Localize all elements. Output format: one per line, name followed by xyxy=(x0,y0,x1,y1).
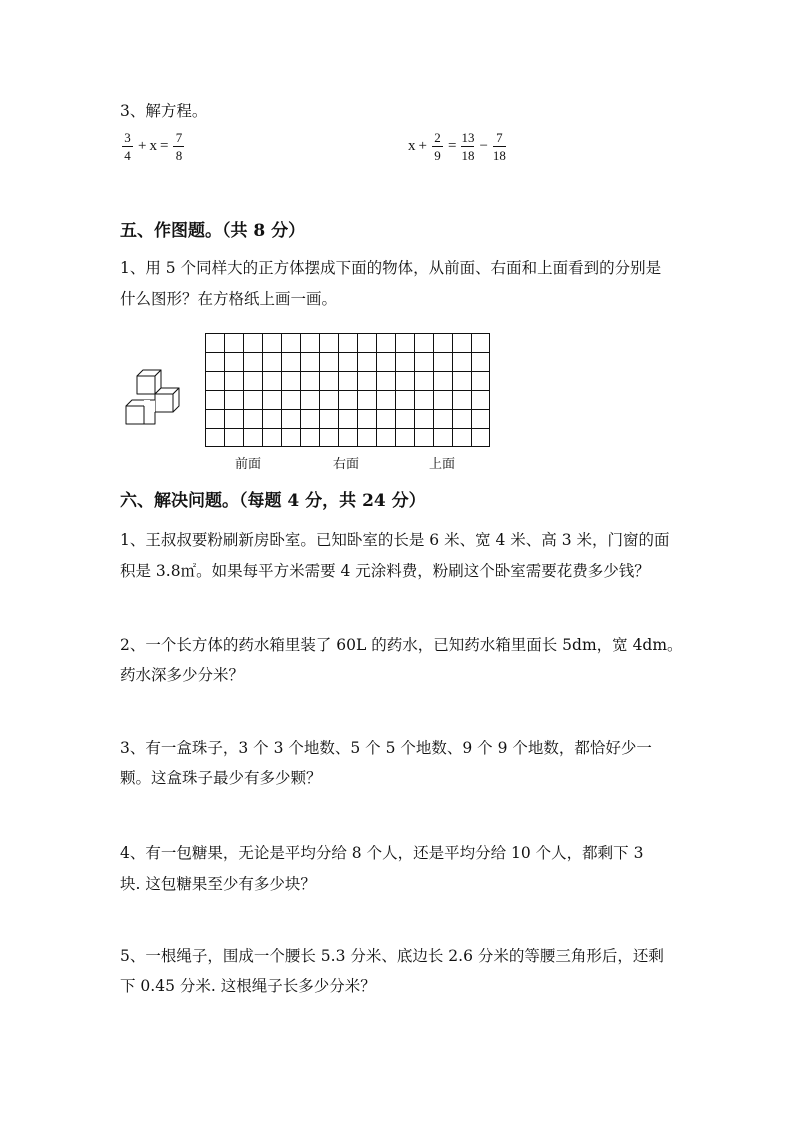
fraction-7-18: $\frac{7}{18}$ xyxy=(492,130,506,163)
fraction-3-4: $\frac{3}{4}$ xyxy=(122,130,133,163)
problem-4-line2: 块. 这包糖果至少有多少块？ xyxy=(120,875,316,893)
problem-4-line1: 4、有一包糖果，无论是平均分给 8 个人，还是平均分给 10 个人，都剩下 3 xyxy=(120,844,644,862)
grid-paper[interactable] xyxy=(205,333,490,447)
section-5-heading: 五、作图题。（共 8 分） xyxy=(120,221,306,241)
problem-1-line1: 1、王叔叔要粉刷新房卧室。已知卧室的长是 6 米、宽 4 米、高 3 米，门窗的面 xyxy=(120,531,670,549)
problem-5-line2: 下 0.45 分米. 这根绳子长多少分米？ xyxy=(120,977,376,995)
equation-1: $\frac{3}{4}$ + x = $\frac{7}{8}$ xyxy=(120,130,186,163)
fraction-2-9: $\frac{2}{9}$ xyxy=(432,130,443,163)
problem-5-line1: 5、一根绳子，围成一个腰长 5.3 分米、底边长 2.6 分米的等腰三角形后，还剩 xyxy=(120,947,664,965)
section-6-heading: 六、解决问题。（每题 4 分，共 24 分） xyxy=(120,491,426,511)
problem-3-line2: 颗。这盒珠子最少有多少颗？ xyxy=(120,769,322,787)
problem-2-line1: 2、一个长方体的药水箱里装了 60L 的药水，已知药水箱里面长 5dm，宽 4dm。 xyxy=(120,636,683,654)
section-5-q1-line2: 什么图形？在方格纸上画一画。 xyxy=(120,290,338,308)
label-right: 右面 xyxy=(333,456,360,471)
fraction-13-18: $\frac{13}{18}$ xyxy=(461,130,475,163)
q3-title: 3、解方程。 xyxy=(120,102,208,120)
section-5-q1-line1: 1、用 5 个同样大的正方体摆成下面的物体，从前面、右面和上面看到的分别是 xyxy=(120,259,662,277)
label-top: 上面 xyxy=(429,456,456,471)
fraction-7-8: $\frac{7}{8}$ xyxy=(173,130,184,163)
cube-stack-figure xyxy=(122,368,184,426)
problem-1-line2: 积是 3.8㎡。如果每平方米需要 4 元涂料费，粉刷这个卧室需要花费多少钱？ xyxy=(120,562,650,580)
problem-2-line2: 药水深多少分米？ xyxy=(120,666,245,684)
label-front: 前面 xyxy=(235,456,262,471)
problem-3-line1: 3、有一盒珠子，3 个 3 个地数、5 个 5 个地数、9 个 9 个地数，都恰好少一 xyxy=(120,739,652,757)
equation-2: x + $\frac{2}{9}$ = $\frac{13}{18}$ − $\frac{7}{18}$ xyxy=(408,130,506,163)
